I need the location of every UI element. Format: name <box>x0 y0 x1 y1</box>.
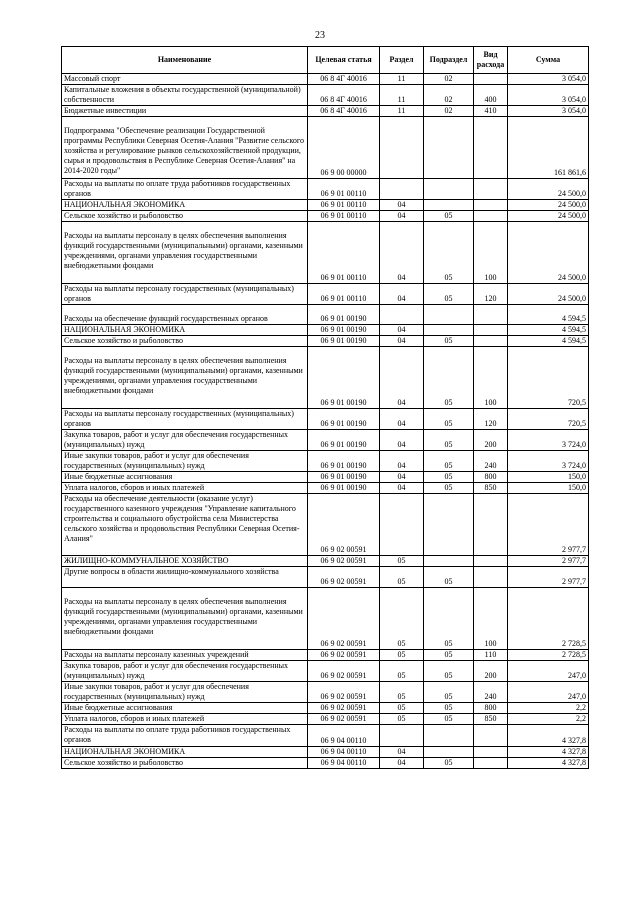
row-expense <box>474 74 508 85</box>
row-sum: 150,0 <box>508 472 589 483</box>
row-sum: 24 500,0 <box>508 211 589 222</box>
row-section: 05 <box>380 650 424 661</box>
row-name: Закупка товаров, работ и услуг для обеспечения государственных (муниципальных) нужд <box>62 430 308 451</box>
table-row <box>62 284 589 305</box>
row-sum: 3 054,0 <box>508 74 589 85</box>
row-section: 11 <box>380 85 424 106</box>
table-row <box>62 472 589 483</box>
row-section: 04 <box>380 409 424 430</box>
row-subsection: 05 <box>424 451 474 472</box>
header-section: Раздел <box>380 47 424 74</box>
row-name: ЖИЛИЩНО-КОММУНАЛЬНОЕ ХОЗЯЙСТВО <box>62 556 308 567</box>
row-subsection <box>424 747 474 758</box>
row-expense: 200 <box>474 430 508 451</box>
row-subsection: 05 <box>424 472 474 483</box>
row-expense <box>474 725 508 747</box>
row-expense <box>474 305 508 325</box>
row-sum: 247,0 <box>508 682 589 703</box>
row-name: Расходы на выплаты персоналу в целях обеспечения выполнения функций государственными (муниципальными) органами, казенными учреждениями, органами управления государственными внебюджетными фондами <box>62 347 308 409</box>
row-name: НАЦИОНАЛЬНАЯ ЭКОНОМИКА <box>62 200 308 211</box>
row-section: 04 <box>380 211 424 222</box>
row-target: 06 9 01 00190 <box>308 347 380 409</box>
row-name: Расходы на выплаты по оплате труда работников государственных органов <box>62 179 308 200</box>
row-expense <box>474 117 508 179</box>
row-target: 06 9 01 00190 <box>308 483 380 494</box>
row-target: 06 9 02 00591 <box>308 567 380 588</box>
row-sum: 150,0 <box>508 483 589 494</box>
table-row <box>62 336 589 347</box>
table-row <box>62 222 589 284</box>
header-subsection: Подраздел <box>424 47 474 74</box>
row-sum: 2 728,5 <box>508 588 589 650</box>
table-header-row <box>62 47 589 74</box>
row-subsection <box>424 179 474 200</box>
row-expense: 800 <box>474 703 508 714</box>
table-row <box>62 556 589 567</box>
row-target: 06 9 04 00110 <box>308 747 380 758</box>
row-expense <box>474 494 508 556</box>
row-section: 05 <box>380 714 424 725</box>
row-section <box>380 725 424 747</box>
table-row <box>62 725 589 747</box>
row-expense <box>474 556 508 567</box>
row-subsection: 02 <box>424 85 474 106</box>
row-name: Расходы на выплаты персоналу в целях обеспечения выполнения функций государственными (муниципальными) органами, казенными учреждениями, органами управления государственными внебюджетными фондами <box>62 222 308 284</box>
row-section <box>380 305 424 325</box>
row-name: НАЦИОНАЛЬНАЯ ЭКОНОМИКА <box>62 325 308 336</box>
row-target: 06 9 02 00591 <box>308 661 380 682</box>
budget-table <box>61 46 589 769</box>
row-target: 06 9 02 00591 <box>308 494 380 556</box>
table-row <box>62 325 589 336</box>
row-subsection: 05 <box>424 650 474 661</box>
row-target: 06 9 02 00591 <box>308 714 380 725</box>
row-name: Другие вопросы в области жилищно-коммунального хозяйства <box>62 567 308 588</box>
row-name: Массовый спорт <box>62 74 308 85</box>
row-subsection: 05 <box>424 703 474 714</box>
row-sum: 247,0 <box>508 661 589 682</box>
row-target: 06 8 4Г 40016 <box>308 74 380 85</box>
row-section: 11 <box>380 106 424 117</box>
row-subsection: 05 <box>424 567 474 588</box>
row-expense: 850 <box>474 714 508 725</box>
row-subsection <box>424 494 474 556</box>
row-sum: 4 327,8 <box>508 758 589 769</box>
row-sum: 24 500,0 <box>508 179 589 200</box>
row-subsection <box>424 200 474 211</box>
row-name: Расходы на выплаты персоналу в целях обеспечения выполнения функций государственными (муниципальными) органами, казенными учреждениями, органами управления государственными внебюджетными фондами <box>62 588 308 650</box>
row-target: 06 9 04 00110 <box>308 725 380 747</box>
row-target: 06 9 02 00591 <box>308 556 380 567</box>
row-sum: 2 977,7 <box>508 556 589 567</box>
row-sum: 3 724,0 <box>508 451 589 472</box>
row-section: 04 <box>380 200 424 211</box>
row-subsection <box>424 305 474 325</box>
row-expense: 850 <box>474 483 508 494</box>
row-expense <box>474 567 508 588</box>
table-row <box>62 451 589 472</box>
table-row <box>62 179 589 200</box>
row-subsection: 05 <box>424 661 474 682</box>
table-row <box>62 661 589 682</box>
row-target: 06 9 04 00110 <box>308 758 380 769</box>
table-row <box>62 747 589 758</box>
table-row <box>62 588 589 650</box>
row-name: Иные бюджетные ассигнования <box>62 703 308 714</box>
table-row <box>62 430 589 451</box>
table-row <box>62 106 589 117</box>
row-name: Сельское хозяйство и рыболовство <box>62 758 308 769</box>
row-name: Сельское хозяйство и рыболовство <box>62 211 308 222</box>
row-subsection: 02 <box>424 74 474 85</box>
row-subsection: 05 <box>424 409 474 430</box>
row-sum: 3 054,0 <box>508 106 589 117</box>
row-subsection <box>424 117 474 179</box>
table-row <box>62 483 589 494</box>
row-subsection: 05 <box>424 347 474 409</box>
row-name: Закупка товаров, работ и услуг для обеспечения государственных (муниципальных) нужд <box>62 661 308 682</box>
row-target: 06 9 02 00591 <box>308 588 380 650</box>
row-expense: 800 <box>474 472 508 483</box>
header-name: Наименование <box>62 47 308 74</box>
row-sum: 4 327,8 <box>508 747 589 758</box>
row-expense: 100 <box>474 588 508 650</box>
row-name: НАЦИОНАЛЬНАЯ ЭКОНОМИКА <box>62 747 308 758</box>
row-section: 04 <box>380 347 424 409</box>
row-target: 06 9 01 00110 <box>308 200 380 211</box>
row-target: 06 9 01 00190 <box>308 409 380 430</box>
page-number: 23 <box>315 30 325 41</box>
row-sum: 2,2 <box>508 714 589 725</box>
row-name: Иные закупки товаров, работ и услуг для обеспечения государственных (муниципальных) нужд <box>62 682 308 703</box>
row-sum: 2 977,7 <box>508 567 589 588</box>
table-row <box>62 117 589 179</box>
row-expense <box>474 325 508 336</box>
row-expense: 240 <box>474 682 508 703</box>
row-sum: 4 594,5 <box>508 325 589 336</box>
row-subsection: 05 <box>424 211 474 222</box>
row-expense <box>474 336 508 347</box>
row-section <box>380 179 424 200</box>
row-section: 05 <box>380 588 424 650</box>
table-row <box>62 347 589 409</box>
row-target: 06 9 01 00110 <box>308 222 380 284</box>
row-target: 06 9 02 00591 <box>308 682 380 703</box>
row-sum: 24 500,0 <box>508 284 589 305</box>
row-expense: 100 <box>474 347 508 409</box>
table-row <box>62 758 589 769</box>
table-row <box>62 200 589 211</box>
row-subsection: 05 <box>424 483 474 494</box>
row-target: 06 8 4Г 40016 <box>308 85 380 106</box>
row-sum: 720,5 <box>508 347 589 409</box>
table-row <box>62 494 589 556</box>
row-expense <box>474 200 508 211</box>
row-section: 05 <box>380 556 424 567</box>
row-section: 04 <box>380 483 424 494</box>
row-sum: 4 594,5 <box>508 336 589 347</box>
row-sum: 2 977,7 <box>508 494 589 556</box>
row-name: Подпрограмма "Обеспечение реализации Государственной программы Республики Северная Осетия-Алания "Развитие сельского хозяйства и регулирование рынков сельскохозяйственной продукции, сырья и продовольствия в Республике Северная Осетия-Алания" на 2014-2020 годы" <box>62 117 308 179</box>
row-section: 05 <box>380 682 424 703</box>
row-sum: 4 594,5 <box>508 305 589 325</box>
row-subsection: 05 <box>424 222 474 284</box>
row-subsection <box>424 725 474 747</box>
row-name: Расходы на выплаты персоналу казенных учреждений <box>62 650 308 661</box>
row-sum: 161 861,6 <box>508 117 589 179</box>
row-target: 06 9 02 00591 <box>308 703 380 714</box>
row-expense: 200 <box>474 661 508 682</box>
row-expense: 400 <box>474 85 508 106</box>
row-section: 04 <box>380 284 424 305</box>
row-expense: 240 <box>474 451 508 472</box>
header-target: Целевая статья <box>308 47 380 74</box>
row-expense <box>474 758 508 769</box>
row-target: 06 9 01 00190 <box>308 472 380 483</box>
row-expense: 410 <box>474 106 508 117</box>
row-subsection: 05 <box>424 714 474 725</box>
header-expense: Вид расхода <box>474 47 508 74</box>
row-sum: 2,2 <box>508 703 589 714</box>
row-sum: 24 500,0 <box>508 200 589 211</box>
table-row <box>62 567 589 588</box>
row-target: 06 9 01 00110 <box>308 211 380 222</box>
table-row <box>62 85 589 106</box>
row-section: 04 <box>380 747 424 758</box>
row-subsection <box>424 556 474 567</box>
row-section: 04 <box>380 222 424 284</box>
row-expense <box>474 211 508 222</box>
row-name: Расходы на выплаты персоналу государственных (муниципальных) органов <box>62 284 308 305</box>
row-subsection: 05 <box>424 430 474 451</box>
row-sum: 720,5 <box>508 409 589 430</box>
row-name: Иные бюджетные ассигнования <box>62 472 308 483</box>
table-row <box>62 74 589 85</box>
table-row <box>62 305 589 325</box>
row-subsection <box>424 325 474 336</box>
row-target: 06 9 01 00190 <box>308 451 380 472</box>
table-row <box>62 409 589 430</box>
row-expense: 110 <box>474 650 508 661</box>
row-section: 11 <box>380 74 424 85</box>
row-sum: 4 327,8 <box>508 725 589 747</box>
row-name: Иные закупки товаров, работ и услуг для обеспечения государственных (муниципальных) нужд <box>62 451 308 472</box>
row-target: 06 9 01 00110 <box>308 284 380 305</box>
row-expense: 120 <box>474 284 508 305</box>
row-target: 06 9 01 00190 <box>308 430 380 451</box>
table-row <box>62 650 589 661</box>
row-target: 06 9 00 00000 <box>308 117 380 179</box>
row-section: 04 <box>380 758 424 769</box>
row-subsection: 05 <box>424 284 474 305</box>
row-name: Бюджетные инвестиции <box>62 106 308 117</box>
row-section: 04 <box>380 451 424 472</box>
row-name: Расходы на обеспечение функций государственных органов <box>62 305 308 325</box>
row-section: 04 <box>380 430 424 451</box>
table-row <box>62 703 589 714</box>
row-name: Расходы на обеспечение деятельности (оказание услуг) государственного казенного учреждения "Управление капитального строительства и социального обустройства села Министерства сельского хозяйства и продовольствия Республики Северная Осетия-Алания" <box>62 494 308 556</box>
row-name: Расходы на выплаты по оплате труда работников государственных органов <box>62 725 308 747</box>
row-section: 05 <box>380 567 424 588</box>
row-section <box>380 117 424 179</box>
row-subsection: 05 <box>424 758 474 769</box>
header-sum: Сумма <box>508 47 589 74</box>
row-expense: 120 <box>474 409 508 430</box>
row-section <box>380 494 424 556</box>
row-name: Капитальные вложения в объекты государственной (муниципальной) собственности <box>62 85 308 106</box>
row-name: Уплата налогов, сборов и иных платежей <box>62 714 308 725</box>
row-sum: 3 724,0 <box>508 430 589 451</box>
row-section: 05 <box>380 661 424 682</box>
row-section: 04 <box>380 336 424 347</box>
table-row <box>62 211 589 222</box>
row-sum: 2 728,5 <box>508 650 589 661</box>
row-target: 06 9 02 00591 <box>308 650 380 661</box>
row-subsection: 02 <box>424 106 474 117</box>
row-target: 06 8 4Г 40016 <box>308 106 380 117</box>
row-target: 06 9 01 00190 <box>308 336 380 347</box>
row-target: 06 9 01 00190 <box>308 305 380 325</box>
row-target: 06 9 01 00110 <box>308 179 380 200</box>
row-name: Уплата налогов, сборов и иных платежей <box>62 483 308 494</box>
row-name: Расходы на выплаты персоналу государственных (муниципальных) органов <box>62 409 308 430</box>
row-section: 04 <box>380 325 424 336</box>
row-subsection: 05 <box>424 682 474 703</box>
row-sum: 24 500,0 <box>508 222 589 284</box>
row-subsection: 05 <box>424 336 474 347</box>
row-section: 04 <box>380 472 424 483</box>
table-row <box>62 682 589 703</box>
table-row <box>62 714 589 725</box>
row-name: Сельское хозяйство и рыболовство <box>62 336 308 347</box>
row-expense <box>474 747 508 758</box>
row-expense <box>474 179 508 200</box>
row-section: 05 <box>380 703 424 714</box>
row-subsection: 05 <box>424 588 474 650</box>
row-target: 06 9 01 00190 <box>308 325 380 336</box>
row-sum: 3 054,0 <box>508 85 589 106</box>
row-expense: 100 <box>474 222 508 284</box>
